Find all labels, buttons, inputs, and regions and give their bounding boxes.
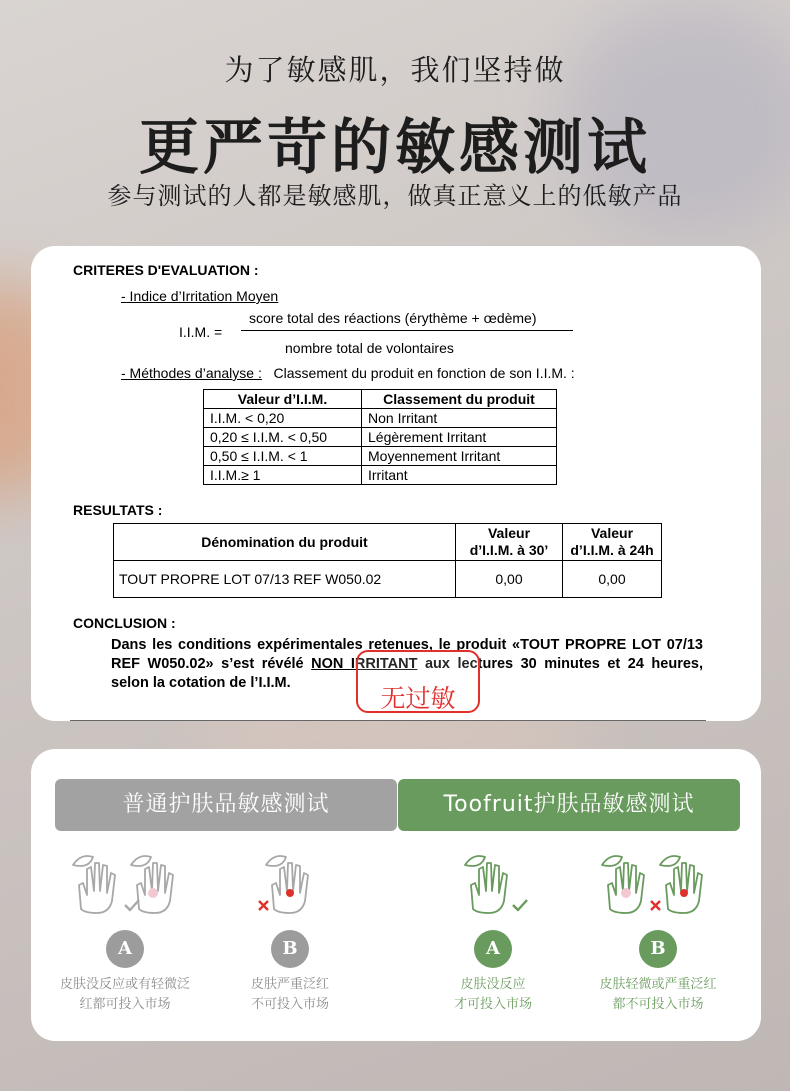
results-heading: RESULTATS :	[73, 502, 163, 518]
caption-line: 不可投入市场	[250, 997, 329, 1012]
table-header: Classement du produit	[362, 390, 557, 409]
hands-icon-b-toofruit	[596, 851, 716, 921]
table-cell: Légèrement Irritant	[362, 428, 557, 447]
conclusion-part: aux lectures 30 minutes et 24 heures, selon la cotation de l’I.I.M.	[111, 656, 703, 691]
caption-line: 才可投入市场	[453, 997, 532, 1012]
regular-test-title: 普通护肤品敏感测试	[55, 779, 397, 831]
hand-icon	[137, 863, 173, 913]
methods-line	[121, 365, 575, 381]
fraction-bar	[241, 330, 573, 331]
light-redness-dot	[621, 888, 631, 898]
table-row	[204, 466, 557, 485]
criteria-heading: CRITERES D'EVALUATION :	[73, 262, 259, 278]
caption-line: 皮肤严重泛红	[250, 977, 329, 992]
option-a-badge: A	[474, 930, 512, 968]
severe-redness-dot	[286, 889, 294, 897]
table-cell: I.I.M.≥ 1	[204, 466, 362, 485]
caption-line: 皮肤轻微或严重泛红	[599, 977, 717, 992]
table-cell: 0,00	[456, 561, 563, 598]
header-line: Valeur	[590, 525, 634, 541]
methods-label: - Méthodes d’analyse :	[121, 365, 262, 381]
caption-line: 红都可投入市场	[79, 997, 171, 1012]
conclusion-part: Dans les conditions expérimentales retenues, le produit «TOUT PROPRE LOT 07/13 REF W050.02» s’est révélé	[111, 637, 703, 672]
formula-lhs: I.I.M. =	[179, 324, 223, 340]
caption	[558, 975, 758, 1015]
cross-icon	[651, 901, 660, 910]
table-header-row	[204, 390, 557, 409]
table-row	[204, 447, 557, 466]
header-line: d’I.I.M. à 24h	[570, 542, 654, 558]
option-b-badge: B	[639, 930, 677, 968]
methods-text: Classement du produit en fonction de son I.I.M. :	[273, 365, 575, 381]
table-cell: I.I.M. < 0,20	[204, 409, 362, 428]
leaf-icon	[131, 856, 151, 866]
light-redness-dot	[148, 888, 158, 898]
severe-redness-dot	[680, 889, 688, 897]
caption-line: 皮肤没反应或有轻微泛	[59, 977, 190, 992]
table-row	[204, 428, 557, 447]
table-cell: Moyennement Irritant	[362, 447, 557, 466]
check-icon	[513, 900, 527, 910]
hands-icon-b-regular	[256, 851, 326, 921]
iim-label: - Indice d’Irritation Moyen	[121, 288, 279, 304]
cross-icon	[259, 901, 268, 910]
table-header: Dénomination du produit	[114, 524, 456, 561]
results-table	[113, 523, 662, 598]
conclusion-heading: CONCLUSION :	[73, 615, 176, 631]
hand-icon	[471, 863, 507, 913]
header-line1: 为了敏感肌，我们坚持做	[224, 53, 566, 87]
table-cell: 0,50 ≤ I.I.M. < 1	[204, 447, 362, 466]
leaf-icon	[465, 856, 485, 866]
leaf-icon	[266, 856, 286, 866]
caption-line: 皮肤没反应	[460, 977, 526, 992]
header-subtitle: 参与测试的人都是敏感肌，做真正意义上的低敏产品	[107, 182, 683, 210]
table-header: Valeur d’I.I.M.	[204, 390, 362, 409]
table-cell: Non Irritant	[362, 409, 557, 428]
caption-line: 都不可投入市场	[612, 997, 704, 1012]
page-title: 更严苛的敏感测试	[139, 113, 651, 183]
table-cell: TOUT PROPRE LOT 07/13 REF W050.02	[114, 561, 456, 598]
table-header	[563, 524, 662, 561]
leaf-icon	[73, 856, 93, 866]
hands-icon-a-regular	[67, 851, 187, 921]
header-line: d’I.I.M. à 30’	[469, 542, 549, 558]
no-allergy-stamp: 无过敏	[356, 650, 480, 713]
caption	[190, 975, 390, 1015]
option-b-badge: B	[271, 930, 309, 968]
test-report-card	[31, 246, 761, 721]
check-icon	[125, 900, 139, 910]
hand-icon	[272, 863, 308, 913]
table-row	[204, 409, 557, 428]
leaf-icon	[602, 856, 622, 866]
comparison-card	[31, 749, 761, 1041]
non-irritant-highlight: NON IRRITANT	[311, 656, 418, 672]
hand-icon	[666, 863, 702, 913]
classification-table	[203, 389, 557, 485]
formula-numerator: score total des réactions (érythème + œdème)	[249, 310, 537, 326]
hands-icon-a-toofruit	[455, 851, 535, 921]
hand-icon	[79, 863, 115, 913]
table-header-row	[114, 524, 662, 561]
divider	[70, 720, 706, 721]
table-header	[456, 524, 563, 561]
toofruit-test-title: Toofruit护肤品敏感测试	[398, 779, 740, 831]
table-cell: 0,00	[563, 561, 662, 598]
formula-denominator: nombre total de volontaires	[285, 340, 454, 356]
leaf-icon	[660, 856, 680, 866]
table-row	[114, 561, 662, 598]
header-line: Valeur	[487, 525, 531, 541]
table-cell: Irritant	[362, 466, 557, 485]
table-cell: 0,20 ≤ I.I.M. < 0,50	[204, 428, 362, 447]
option-a-badge: A	[106, 930, 144, 968]
